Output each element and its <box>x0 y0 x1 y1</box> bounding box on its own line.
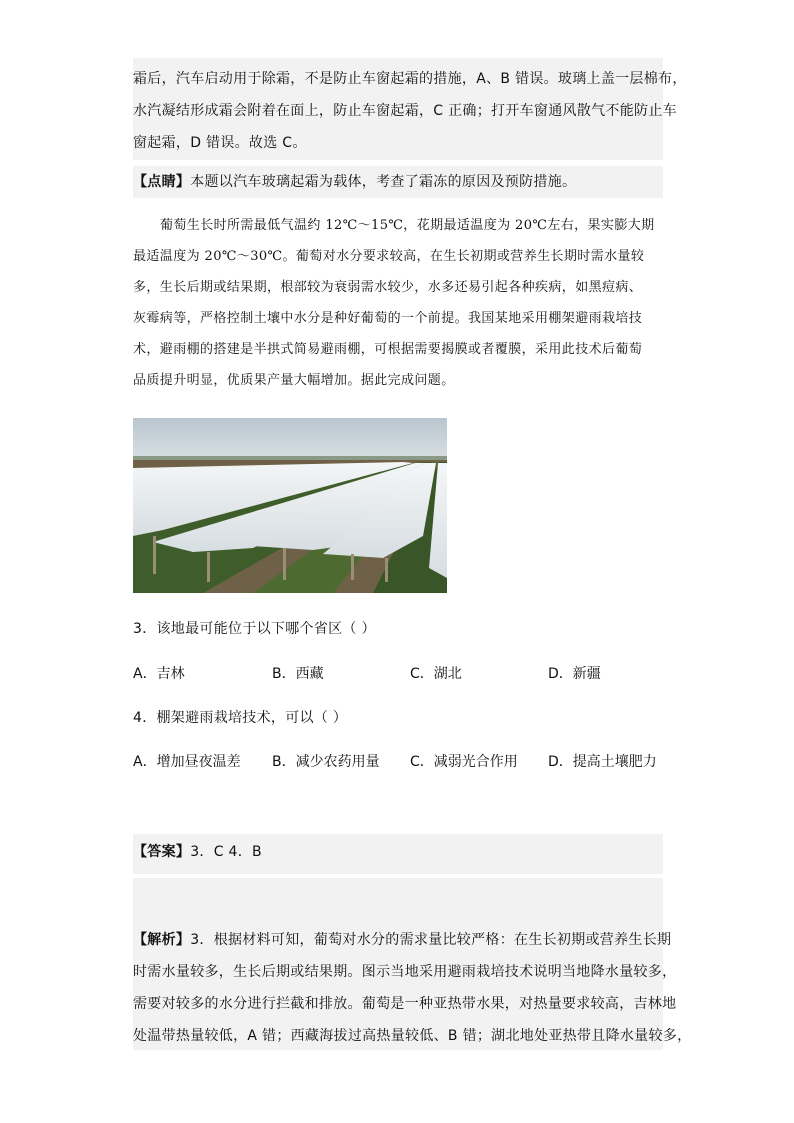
q4-options <box>133 750 663 774</box>
analysis-line: 需要对较多的水分进行拦截和排放。葡萄是一种亚热带水果，对热量要求较高，吉林地 <box>133 996 677 1012</box>
analysis-block <box>133 878 692 1050</box>
post <box>385 558 388 582</box>
answer-tag: 【答案】 <box>133 844 191 860</box>
q4-stem: 4．棚架避雨栽培技术，可以（ ） <box>133 710 348 726</box>
sky <box>133 418 447 460</box>
analysis-line: 时需水量较多，生长后期或结果期。图示当地采用避雨栽培技术说明当地降水量较多， <box>133 964 677 980</box>
material-line: 品质提升明显，优质果产量大幅增加。据此完成问题。 <box>133 373 455 388</box>
comment-text: 本题以汽车玻璃起霜为载体，考查了霜冻的原因及预防措施。 <box>190 174 577 190</box>
material-passage <box>133 210 663 396</box>
explanation-block <box>133 58 687 160</box>
q4-option-a: A．增加昼夜温差 <box>133 754 241 770</box>
q4-option-d: D．提高土壤肥力 <box>548 754 657 770</box>
q3-stem: 3．该地最可能位于以下哪个省区（ ） <box>133 621 376 637</box>
explanation-line: 窗起霜，D 错误。故选 C。 <box>133 135 307 151</box>
material-line: 灰霉病等，严格控制土壤中水分是种好葡萄的一个前提。我国某地采用棚架避雨栽培技 <box>133 311 643 326</box>
q3-option-c: C．湖北 <box>410 666 462 682</box>
q4-option-c: C．减弱光合作用 <box>410 754 518 770</box>
q3-option-a: A．吉林 <box>133 666 185 682</box>
analysis-line: 处温带热量较低，A 错；西藏海拔过高热量较低、B 错；湖北地处亚热带且降水量较多， <box>133 1028 692 1044</box>
analysis-line: 3．根据材料可知，葡萄对水分的需求量比较严格：在生长初期或营养生长期 <box>190 932 672 948</box>
post <box>351 554 354 580</box>
material-line: 最适温度为 20℃～30℃。葡萄对水分要求较高，在生长初期或营养生长期时需水量较 <box>133 249 645 264</box>
answer-text: 3．C 4．B <box>190 844 262 860</box>
material-line: 葡萄生长时所需最低气温约 12℃～15℃，花期最适温度为 20℃左右，果实膨大期 <box>160 218 655 233</box>
comment-block <box>133 166 663 198</box>
q3-option-b: B．西藏 <box>272 666 324 682</box>
q3-option-d: D．新疆 <box>548 666 601 682</box>
answer-block <box>133 834 663 874</box>
comment-tag: 【点睛】 <box>133 174 191 190</box>
q3-options <box>133 662 663 686</box>
material-line: 多，生长后期或结果期，根部较为衰弱需水较少，水多还易引起各种疾病，如黑痘病、 <box>133 280 643 295</box>
post <box>153 536 156 574</box>
explanation-line: 霜后，汽车启动用于除霜，不是防止车窗起霜的措施，A、B 错误。玻璃上盖一层棉布， <box>133 71 687 87</box>
post <box>283 548 286 580</box>
analysis-tag: 【解析】 <box>133 932 191 948</box>
post <box>207 552 210 582</box>
greenhouse-photo <box>133 418 447 593</box>
q4-option-b: B．减少农药用量 <box>272 754 380 770</box>
material-line: 术，避雨棚的搭建是半拱式简易避雨棚，可根据需要揭膜或者覆膜，采用此技术后葡萄 <box>133 342 643 357</box>
explanation-line: 水汽凝结形成霜会附着在面上，防止车窗起霜，C 正确；打开车窗通风散气不能防止车 <box>133 103 677 119</box>
